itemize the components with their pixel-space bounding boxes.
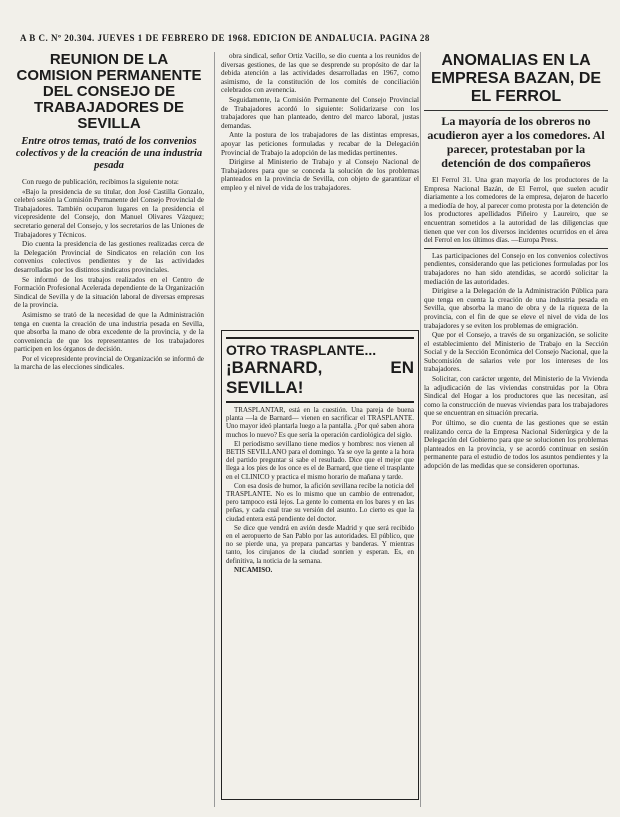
- page-header: A B C. Nº 20.304. JUEVES 1 DE FEBRERO DE 1968. EDICION DE ANDALUCIA. PAGINA 28: [20, 33, 430, 43]
- article-paragraph: Asimismo se trató de la necesidad de que la Administración tenga en cuenta la creación de una industria pesada en Sevilla, que absorba la mano de obra excedente de la provincia, y de la conveniencia de que los representantes de los trabajadores participen en los órganos de decisión.: [14, 310, 204, 354]
- article-title: REUNION DE LA COMISION PERMANENTE DEL CONSEJO DE TRABAJADORES DE SEVILLA: [16, 52, 202, 132]
- article-paragraph: Que por el Consejo, a través de su organización, se solicite el establecimiento del Ministerio de Trabajo en la Sección Social y de la Sección Económica del Consejo Nacional, que la Subcomisión de salarios vele por los intereses de los trabajadores.: [424, 331, 608, 374]
- article-paragraph: Seguidamente, la Comisión Permanente del Consejo Provincial de Trabajadores acordó lo siguiente: Solidarizarse con los trabajadores que han planteado, dentro del marco laboral, justas demandas.: [221, 95, 419, 130]
- article-paragraph: Se informó de los trabajos realizados en el Centro de Formación Profesional Acelerada dependiente de la Organización Sindical de Sevilla y de la situación laboral de diversas empresas de la provincia.: [14, 275, 204, 310]
- article-subtitle: La mayoría de los obreros no acudieron ayer a los comedores. Al parecer, protestaban por la detención de dos compañeros: [427, 114, 605, 170]
- article-paragraph: Dio cuenta la presidencia de las gestiones realizadas cerca de la Delegación Provincial de Sindicatos en relación con los convenios colectivos pendientes y de las actividades desarrolladas por los distintos sindicatos provinciales.: [14, 240, 204, 274]
- box-signature: NICAMISO.: [234, 565, 273, 574]
- box-rule: [226, 337, 414, 339]
- article-paragraph: Por último, se dio cuenta de las gestiones que se están realizando cerca de la Empresa Nacional Siderúrgica y de la Delegación del Gobierno para que se solucionen los problemas planteados en la provincia, y se acordó continuar en sesión permanente para el estudio de todos los asuntos pendientes y la adopción de las medidas que se consideren oportunas.: [424, 419, 608, 470]
- article-divider: [424, 248, 608, 249]
- article-continuation: [221, 52, 419, 312]
- article-paragraph: Dirigirse a la Delegación de la Administración Pública para que tenga en cuenta la creación de una industria pesada en Sevilla, que absorba la mano de obra y de la riqueza de la provincia, con el fin de que se eleve el nivel de vida de los trabajadores y se eviten los problemas de emigración.: [424, 287, 608, 330]
- article-title: ANOMALIAS EN LA EMPRESA BAZAN, DE EL FERROL: [430, 52, 602, 105]
- article-paragraph: «Bajo la presidencia de su titular, don José Castilla Gonzalo, celebró sesión la Comisión Permanente del Consejo Provincial de Trabajadores. También ocuparon lugares en la presidencia el vicepresidente del Consejo, don Manuel Olivares Vázquez; secretario general del Consejo, y los secretarios de las Uniones de Trabajadores y Técnicos.: [14, 187, 204, 239]
- article-paragraph: El Ferrol 31. Una gran mayoría de los productores de la Empresa Nacional Bazán, de El Ferrol, que suelen acudir diariamente a los comedores de la empresa, dejaron de hacerlo a mediodía de hoy, al parecer como protesta por la detención de los productores apellidados Piñeiro y Laureiro, que se encuentran sometidos a la autoridad de las diligencias que tienen que ver con los diversos incidentes ocurridos en el área del Ferrol en los últimos días. —Europa Press.: [424, 176, 608, 245]
- column-separator: [214, 52, 215, 807]
- article-body: [424, 176, 608, 736]
- article-subtitle: Entre otros temas, trató de los convenios colectivos y de la creación de una industria pesada: [15, 136, 203, 171]
- article-bazan-ferrol: [424, 52, 608, 736]
- article-paragraph: Por el vicepresidente provincial de Organización se informó de la marcha de las elecciones sindicales.: [14, 354, 204, 372]
- article-paragraph: Las participaciones del Consejo en los convenios colectivos pendientes, considerando que las peticiones formuladas por los trabajadores no han sido atendidas, se acordó solicitar la mediación de las autoridades.: [424, 251, 608, 286]
- column-separator: [420, 52, 421, 807]
- article-paragraph: Solicitar, con carácter urgente, del Ministerio de la Vivienda la adjudicación de las viviendas construidas por la Obra Sindical del Hogar a los productores que las necesitan, así como la construcción de nuevas viviendas para los trabajadores que se encuentran en situación precaria.: [424, 375, 608, 418]
- box-paragraph: El periodismo sevillano tiene medios y hombres: nos vienen al BETIS SEVILLANO para el domingo. Ya se oye la gente a la hora del partido preguntar si sabe el resultado. Dice que el mejor que llega a los pies de los once es el de Barnard, que tiene el trasplante en el CLINICO y practica el mismo horario de mañana y tarde.: [226, 439, 414, 481]
- box-title: ¡BARNARD, EN SEVILLA!: [226, 358, 414, 397]
- barnard-boxed-article: [221, 330, 419, 800]
- title-rule: [424, 110, 608, 111]
- article-comision-permanente: [14, 52, 204, 812]
- box-paragraph: Con esa dosis de humor, la afición sevillana recibe la noticia del TRASPLANTE. No es lo mismo que un cambio de entrenador, pero tampoco está lejos. La gente lo comenta en los bares y en las peñas, y cada cual trae su versión del asunto. Lo cierto es que la ciudad entera está pendiente del doctor.: [226, 481, 414, 523]
- box-rule: [226, 401, 414, 403]
- article-paragraph: Con ruego de publicación, recibimos la siguiente nota:: [22, 178, 179, 186]
- box-paragraph: TRASPLANTAR, está en la cuestión. Una pareja de buena planta —la de Barnard— vienen en sacrificar el TRASPLANTE. Uno mayor ideó plantarla luego a la pantalla. ¿Por qué saben ahora muchos lo nuevo? Es que sería la operación cardiológica del siglo.: [226, 406, 414, 439]
- article-paragraph: obra sindical, señor Ortiz Vacillo, se dio cuenta a los reunidos de diversas gestiones, de las que se desprende su propósito de dar la debida atención a las actividades desarrolladas en 1967, como asimismo, de la constitución de los comités de conciliación celebrados con avenencia.: [221, 52, 419, 95]
- box-paragraph: Se dice que vendrá en avión desde Madrid y que será recibido en el aeropuerto de San Pablo por las autoridades. El público, que no se pierde una, ya prepara pancartas y banderas. Y mientras tanto, los cirujanos de la ciudad sonríen y esperan. Es, en definitiva, la noticia de la semana.: [226, 523, 414, 565]
- article-paragraph: Dirigirse al Ministerio de Trabajo y al Consejo Nacional de Trabajadores para que se conceda la solución de los problemas planteados en la provincia de Sevilla, con objeto de garantizar el empleo y el nivel de vida de los trabajadores.: [221, 158, 419, 192]
- box-kicker: OTRO TRASPLANTE...: [226, 342, 377, 358]
- article-paragraph: Ante la postura de los trabajadores de las distintas empresas, apoyar las peticiones formuladas y recabar de la Delegación Provincial de Trabajo la adopción de las medidas pertinentes.: [221, 131, 419, 157]
